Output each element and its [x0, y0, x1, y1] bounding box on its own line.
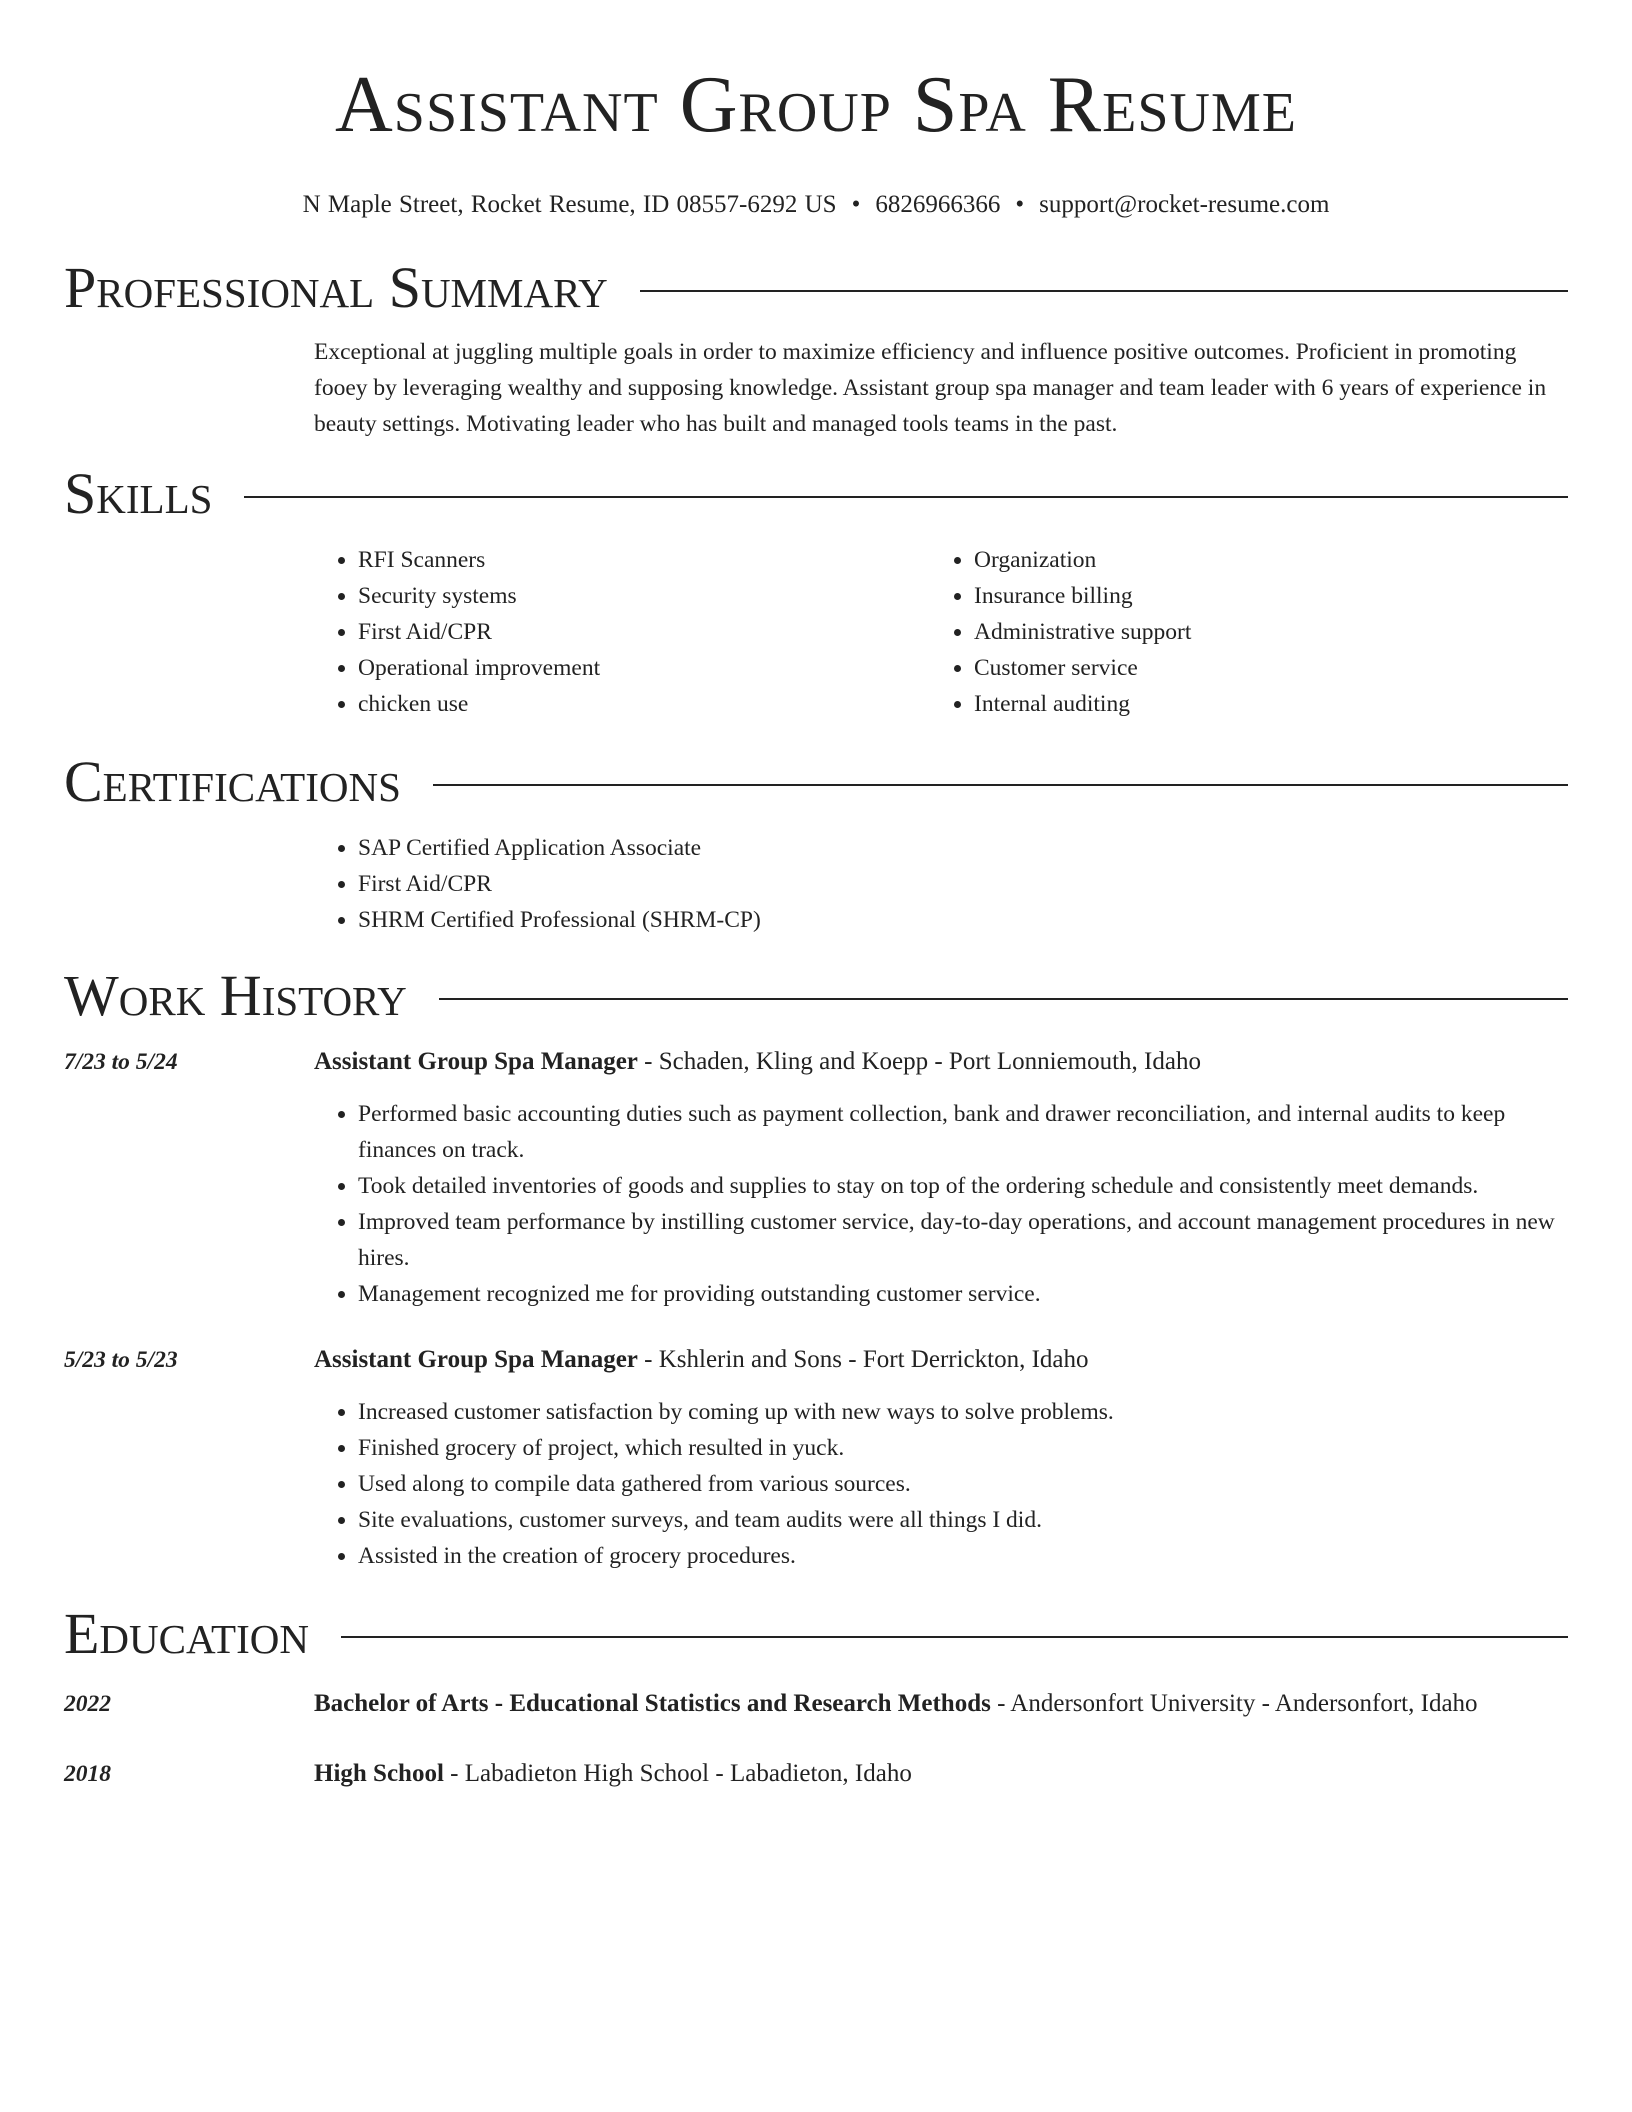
section-heading: Skills — [64, 461, 213, 526]
skills-list-left — [314, 542, 930, 722]
contact-separator: • — [1015, 191, 1025, 218]
work-dates: 7/23 to 5/24 — [64, 1049, 178, 1075]
job-bullets — [314, 1394, 1568, 1574]
work-entry — [64, 1044, 1568, 1312]
job-bullet: • Management recognized me for providing outstanding customer service. — [358, 1276, 1568, 1312]
work-headline — [314, 1342, 1568, 1378]
certifications-block — [314, 830, 1568, 938]
work-dates: 5/23 to 5/23 — [64, 1347, 178, 1373]
section-heading: Education — [64, 1601, 309, 1666]
section-skills-header — [64, 462, 1568, 526]
section-education-header — [64, 1602, 1568, 1666]
skill-item: • Operational improvement — [358, 650, 930, 686]
contact-email: support@rocket-resume.com — [1039, 191, 1330, 218]
job-title: Assistant Group Spa Manager — [314, 1346, 638, 1373]
job-bullet: • Increased customer satisfaction by coming up with new ways to solve problems. — [358, 1394, 1568, 1430]
job-employer: - Kshlerin and Sons - Fort Derrickton, Idaho — [637, 1346, 1089, 1373]
school-details: - Andersonfort University - Andersonfort, Idaho — [990, 1690, 1478, 1717]
skill-item: • Insurance billing — [974, 578, 1546, 614]
contact-address: N Maple Street, Rocket Resume, ID 08557-6292 US — [302, 191, 837, 218]
contact-line — [64, 190, 1568, 220]
job-bullet: • Improved team performance by instilling customer service, day-to-day operations, and account management procedures in new hires. — [358, 1204, 1568, 1276]
skills-grid — [314, 542, 1568, 722]
skill-item: • Organization — [974, 542, 1546, 578]
section-divider — [439, 998, 1568, 1000]
section-heading: Certifications — [64, 749, 401, 814]
work-body — [314, 1044, 1568, 1312]
work-entry — [64, 1342, 1568, 1574]
education-year: 2018 — [64, 1761, 111, 1787]
job-bullet: • Finished grocery of project, which resulted in yuck. — [358, 1430, 1568, 1466]
contact-phone: 6826966366 — [875, 191, 1001, 218]
work-headline — [314, 1044, 1568, 1080]
skill-item: • Security systems — [358, 578, 930, 614]
skill-item: • Internal auditing — [974, 686, 1546, 722]
job-bullet: • Site evaluations, customer surveys, and team audits were all things I did. — [358, 1502, 1568, 1538]
certification-item: • SHRM Certified Professional (SHRM-CP) — [358, 902, 1568, 938]
summary-block — [314, 334, 1568, 442]
education-year: 2022 — [64, 1691, 111, 1717]
section-divider — [244, 496, 1568, 498]
job-bullet: • Assisted in the creation of grocery procedures. — [358, 1538, 1568, 1574]
skill-item: • chicken use — [358, 686, 930, 722]
job-bullet: • Performed basic accounting duties such as payment collection, bank and drawer reconciliation, and internal audits to keep finances on track. — [358, 1096, 1568, 1168]
work-body — [314, 1342, 1568, 1574]
certification-item: • First Aid/CPR — [358, 866, 1568, 902]
section-heading: Work History — [64, 963, 407, 1028]
section-divider — [433, 784, 1568, 786]
education-entry — [64, 1686, 1568, 1722]
education-headline — [314, 1686, 1568, 1722]
contact-separator: • — [851, 191, 861, 218]
skills-list-right — [930, 542, 1546, 722]
skill-item: • First Aid/CPR — [358, 614, 930, 650]
section-heading: Professional Summary — [64, 255, 608, 320]
skill-item: • Customer service — [974, 650, 1546, 686]
job-bullet: • Used along to compile data gathered from various sources. — [358, 1466, 1568, 1502]
section-summary-header — [64, 256, 1568, 320]
page-title: Assistant Group Spa Resume — [335, 61, 1297, 149]
school-details: - Labadieton High School - Labadieton, Idaho — [443, 1760, 912, 1787]
education-headline — [314, 1756, 1568, 1792]
education-entry — [64, 1756, 1568, 1792]
degree-title: High School — [314, 1760, 444, 1787]
section-divider — [341, 1636, 1568, 1638]
section-certifications-header — [64, 750, 1568, 814]
skill-item: • RFI Scanners — [358, 542, 930, 578]
certification-item: • SAP Certified Application Associate — [358, 830, 1568, 866]
section-work-history-header — [64, 964, 1568, 1028]
degree-title: Bachelor of Arts - Educational Statistics and Research Methods — [314, 1690, 991, 1717]
summary-text: Exceptional at juggling multiple goals in order to maximize efficiency and influence positive outcomes. Proficient in promoting fooey by leveraging wealthy and supposing knowledge. Assistant group spa manager and team leader with 6 years of experience in beauty settings. Motivating leader who has built and managed tools teams in the past. — [314, 339, 1547, 437]
education-body — [314, 1686, 1568, 1722]
education-body — [314, 1756, 1568, 1792]
job-bullet: • Took detailed inventories of goods and supplies to stay on top of the ordering schedule and consistently meet demands. — [358, 1168, 1568, 1204]
job-title: Assistant Group Spa Manager — [314, 1048, 638, 1075]
job-employer: - Schaden, Kling and Koepp - Port Lonniemouth, Idaho — [637, 1048, 1201, 1075]
skill-item: • Administrative support — [974, 614, 1546, 650]
certifications-list — [314, 830, 1568, 938]
job-bullets — [314, 1096, 1568, 1312]
section-divider — [640, 290, 1568, 292]
